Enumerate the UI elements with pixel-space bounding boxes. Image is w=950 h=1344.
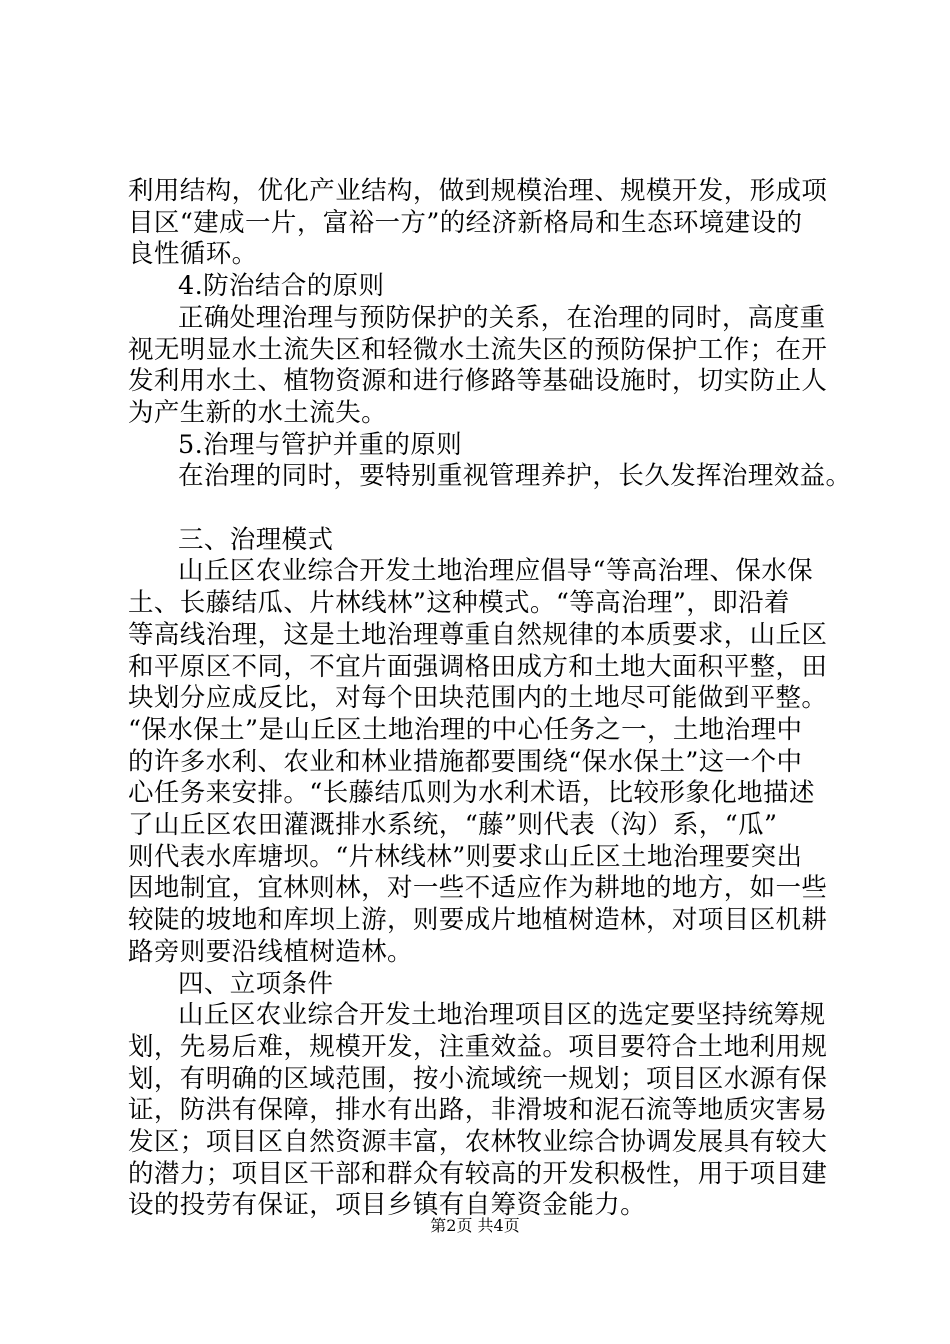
text-line: 和平原区不同，不宜片面强调格田成方和土地大面积平整，田 [128,651,828,682]
text-line: 山丘区农业综合开发土地治理应倡导“等高治理、保水保 [178,556,814,587]
text-line: 划，先易后难，规模开发，注重效益。项目要符合土地利用规 [128,1031,828,1062]
blank-line [128,493,828,525]
text-line: 因地制宜，宜林则林，对一些不适应作为耕地的地方，如一些 [128,873,828,904]
text-line: 心任务来安排。“长藤结瓜则为水利术语，比较形象化地描述 [128,778,815,809]
text-line: 山丘区农业综合开发土地治理项目区的选定要坚持统筹规 [178,1000,826,1031]
paragraph-3 [128,461,852,493]
text-line: 了山丘区农田灌溉排水系统，“藤”则代表（沟）系，“瓜” [128,810,778,841]
paragraph-4 [128,556,828,968]
text-line: 路旁则要沿线植树造林。 [128,936,413,967]
heading-section-3: 三、治理模式 [178,524,334,555]
text-line: 设的投劳有保证，项目乡镇有自筹资金能力。 [128,1190,647,1221]
text-line: 的潜力；项目区干部和群众有较高的开发积极性，用于项目建 [128,1158,828,1189]
text-line: 等高线治理，这是土地治理尊重自然规律的本质要求，山丘区 [128,619,828,650]
text-line: 证，防洪有保障，排水有出路，非滑坡和泥石流等地质灾害易 [128,1095,828,1126]
text-line: 发利用水土、植物资源和进行修路等基础设施时，切实防止人 [128,366,828,397]
heading-section-4: 四、立项条件 [178,968,334,999]
page-footer: 第2页 共4页 [430,1216,520,1235]
text-line: 的许多水利、农业和林业措施都要围绕“保水保土”这一个中 [128,746,803,777]
paragraph-1 [128,176,828,271]
paragraph-5 [128,1000,828,1222]
text-line: 划，有明确的区域范围，按小流域统一规划；项目区水源有保 [128,1063,828,1094]
paragraph-2 [128,303,828,430]
text-line: 较陡的坡地和库坝上游，则要成片地植树造林，对项目区机耕 [128,905,828,936]
text-line: 土、长藤结瓜、片林线林”这种模式。“等高治理”，即沿着 [128,588,790,619]
text-line: 块划分应成反比，对每个田块范围内的土地尽可能做到平整。 [128,683,828,714]
text-line: 则代表水库塘坝。“片林线林”则要求山丘区土地治理要突出 [128,841,803,872]
text-line: 视无明显水土流失区和轻微水土流失区的预防保护工作；在开 [128,334,828,365]
text-line: 利用结构，优化产业结构，做到规模治理、规模开发，形成项 [128,176,828,206]
text-line: 发区；项目区自然资源丰富，农林牧业综合协调发展具有较大 [128,1127,828,1158]
text-line: 目区“建成一片，富裕一方”的经济新格局和生态环境建设的 [128,207,803,238]
heading-principle-4: 4.防治结合的原则 [178,271,385,302]
text-line: 正确处理治理与预防保护的关系，在治理的同时，高度重 [178,302,826,333]
document-body [128,176,852,1222]
text-line: “保水保土”是山丘区土地治理的中心任务之一，土地治理中 [128,714,803,745]
heading-principle-5: 5.治理与管护并重的原则 [178,429,463,460]
text-line: 良性循环。 [128,239,258,270]
text-line: 在治理的同时，要特别重视管理养护，长久发挥治理效益。 [178,461,852,492]
text-line: 为产生新的水土流失。 [128,397,388,428]
